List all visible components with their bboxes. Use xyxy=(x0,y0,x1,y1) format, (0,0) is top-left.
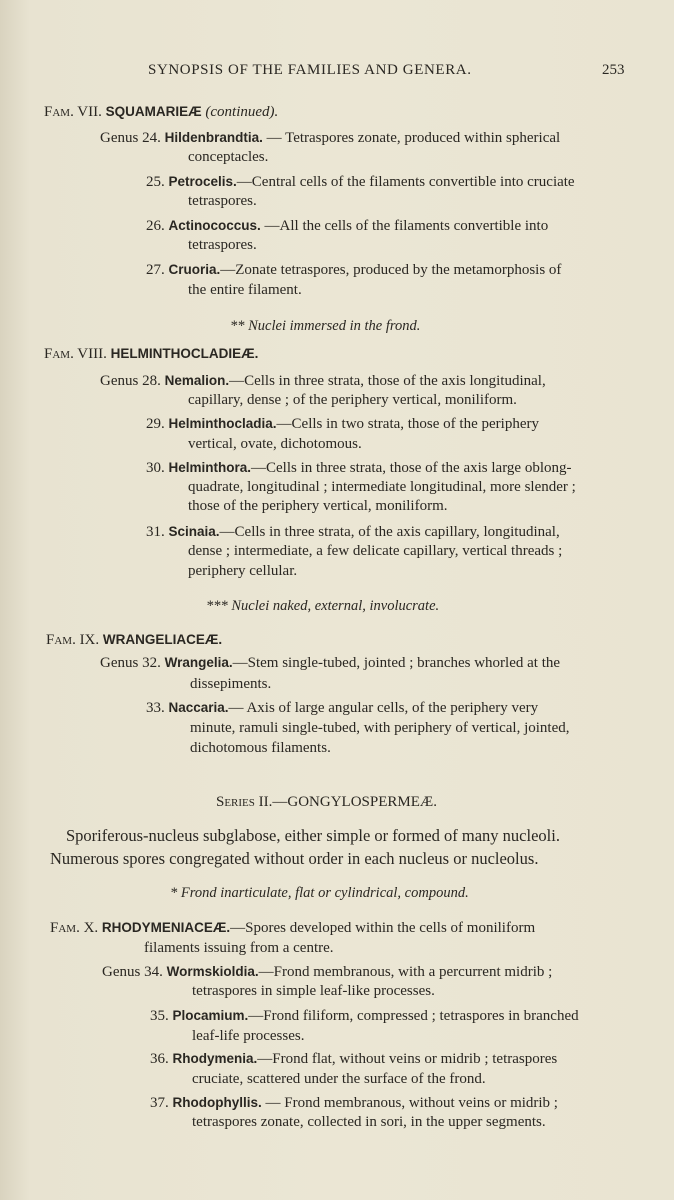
genus-name: Wormskioldia. xyxy=(166,964,259,979)
subdivision-heading: * Frond inarticulate, flat or cylindrical, compound. xyxy=(170,885,469,901)
genus-name: Rhodymenia. xyxy=(172,1051,258,1066)
genus-name: Nemalion. xyxy=(164,373,230,388)
series-number: Series II. xyxy=(216,794,273,810)
genus-description: —Cells in three strata, those of the axis longitudinal, xyxy=(229,373,546,389)
genus-name: Hildenbrandtia. xyxy=(164,130,263,145)
genus-description-cont: those of the periphery vertical, moniliform. xyxy=(188,498,448,514)
family-name: RHODYMENIACEÆ. xyxy=(101,920,231,935)
genus-description-cont: dissepiments. xyxy=(190,676,272,692)
genus-description-cont: vertical, ovate, dichotomous. xyxy=(188,436,362,452)
genus-number: 25. xyxy=(146,174,165,190)
genus-description-cont: dichotomous filaments. xyxy=(190,740,331,756)
genus-description: —Stem single-tubed, jointed ; branches whorled at the xyxy=(232,655,561,671)
family-name: SQUAMARIEÆ xyxy=(105,104,202,119)
genus-number: 37. xyxy=(150,1095,169,1111)
genus-number: Genus 34. xyxy=(102,964,163,980)
series-name: —GONGYLOSPERMEÆ. xyxy=(272,794,437,810)
family-number: Fam. IX. xyxy=(46,632,100,648)
genus-description: —Frond flat, without veins or midrib ; tetraspores xyxy=(257,1051,558,1067)
family-description-cont: filaments issuing from a centre. xyxy=(144,940,334,956)
genus-description: — Frond membranous, without veins or midrib ; xyxy=(261,1095,558,1111)
family-suffix: (continued). xyxy=(205,104,279,120)
genus-entry xyxy=(146,524,560,541)
genus-description: —Cells in two strata, those of the periphery xyxy=(276,416,539,432)
family-heading xyxy=(44,346,258,363)
family-number: Fam. VII. xyxy=(44,104,102,120)
genus-name: Petrocelis. xyxy=(168,174,237,189)
page-number: 253 xyxy=(602,62,625,78)
genus-description: —Zonate tetraspores, produced by the metamorphosis of xyxy=(220,262,562,278)
genus-description: —Frond membranous, with a percurrent midrib ; xyxy=(258,964,553,980)
genus-name: Plocamium. xyxy=(172,1008,249,1023)
subdivision-heading: ** Nuclei immersed in the frond. xyxy=(230,318,421,334)
family-name: HELMINTHOCLADIEÆ. xyxy=(110,346,259,361)
genus-entry xyxy=(146,460,572,477)
genus-description: —Frond filiform, compressed ; tetraspores in branched xyxy=(248,1008,579,1024)
genus-description-cont: quadrate, longitudinal ; intermediate longitudinal, more slender ; xyxy=(188,479,576,495)
genus-description: —All the cells of the filaments convertible into xyxy=(260,218,549,234)
genus-name: Scinaia. xyxy=(168,524,220,539)
genus-entry xyxy=(100,130,560,147)
genus-name: Naccaria. xyxy=(168,700,229,715)
genus-description: —Central cells of the filaments convertible into cruciate xyxy=(236,174,575,190)
genus-description-cont: dense ; intermediate, a few delicate capillary, vertical threads ; xyxy=(188,543,563,559)
genus-entry xyxy=(146,218,548,235)
genus-number: 36. xyxy=(150,1051,169,1067)
family-heading xyxy=(46,632,222,649)
genus-entry xyxy=(102,964,552,981)
running-title: SYNOPSIS OF THE FAMILIES AND GENERA. xyxy=(148,62,472,78)
genus-number: Genus 28. xyxy=(100,373,161,389)
subdivision-heading: *** Nuclei naked, external, involucrate. xyxy=(206,598,440,614)
genus-entry xyxy=(146,174,575,191)
genus-description-cont: periphery cellular. xyxy=(188,563,298,579)
series-description: Numerous spores congregated without order in each nucleus or nucleolus. xyxy=(50,849,539,868)
series-heading xyxy=(216,794,437,811)
genus-number: Genus 24. xyxy=(100,130,161,146)
genus-description-cont: leaf-life processes. xyxy=(192,1028,305,1044)
genus-number: 35. xyxy=(150,1008,169,1024)
genus-name: Helminthora. xyxy=(168,460,252,475)
family-name: WRANGELIACEÆ. xyxy=(102,632,223,647)
genus-number: 31. xyxy=(146,524,165,540)
genus-description-cont: tetraspores. xyxy=(188,193,257,209)
genus-name: Cruoria. xyxy=(168,262,221,277)
genus-entry xyxy=(150,1051,557,1068)
genus-number: 26. xyxy=(146,218,165,234)
genus-name: Wrangelia. xyxy=(164,655,233,670)
genus-entry xyxy=(100,373,546,390)
genus-description-cont: capillary, dense ; of the periphery vertical, moniliform. xyxy=(188,392,517,408)
genus-number: 33. xyxy=(146,700,165,716)
family-heading xyxy=(50,920,535,937)
genus-name: Helminthocladia. xyxy=(168,416,277,431)
series-description: Sporiferous-nucleus subglabose, either simple or formed of many nucleoli. xyxy=(66,826,560,845)
genus-entry xyxy=(100,655,560,672)
genus-description-cont: tetraspores zonate, collected in sori, in the upper segments. xyxy=(192,1114,546,1130)
genus-description-cont: tetraspores. xyxy=(188,237,257,253)
genus-number: 27. xyxy=(146,262,165,278)
genus-number: Genus 32. xyxy=(100,655,161,671)
family-heading xyxy=(44,104,278,121)
genus-entry xyxy=(150,1095,558,1112)
genus-description-cont: conceptacles. xyxy=(188,149,269,165)
genus-entry xyxy=(146,700,538,717)
genus-description: —Cells in three strata, those of the axis large oblong- xyxy=(251,460,572,476)
genus-description-cont: tetraspores in simple leaf-like processes. xyxy=(192,983,435,999)
genus-description-cont: the entire filament. xyxy=(188,282,302,298)
genus-number: 29. xyxy=(146,416,165,432)
genus-description: — Tetraspores zonate, produced within spherical xyxy=(262,130,561,146)
genus-description-cont: cruciate, scattered under the surface of the frond. xyxy=(192,1071,486,1087)
family-description: —Spores developed within the cells of moniliform xyxy=(230,920,536,936)
genus-name: Actinococcus. xyxy=(168,218,261,233)
genus-description-cont: minute, ramuli single-tubed, with periphery of vertical, jointed, xyxy=(190,720,570,736)
family-number: Fam. X. xyxy=(50,920,99,936)
genus-name: Rhodophyllis. xyxy=(172,1095,262,1110)
genus-number: 30. xyxy=(146,460,165,476)
genus-entry xyxy=(146,416,539,433)
genus-description: — Axis of large angular cells, of the periphery very xyxy=(228,700,539,716)
family-number: Fam. VIII. xyxy=(44,346,107,362)
genus-entry xyxy=(150,1008,579,1025)
genus-entry xyxy=(146,262,561,279)
genus-description: —Cells in three strata, of the axis capillary, longitudinal, xyxy=(219,524,560,540)
